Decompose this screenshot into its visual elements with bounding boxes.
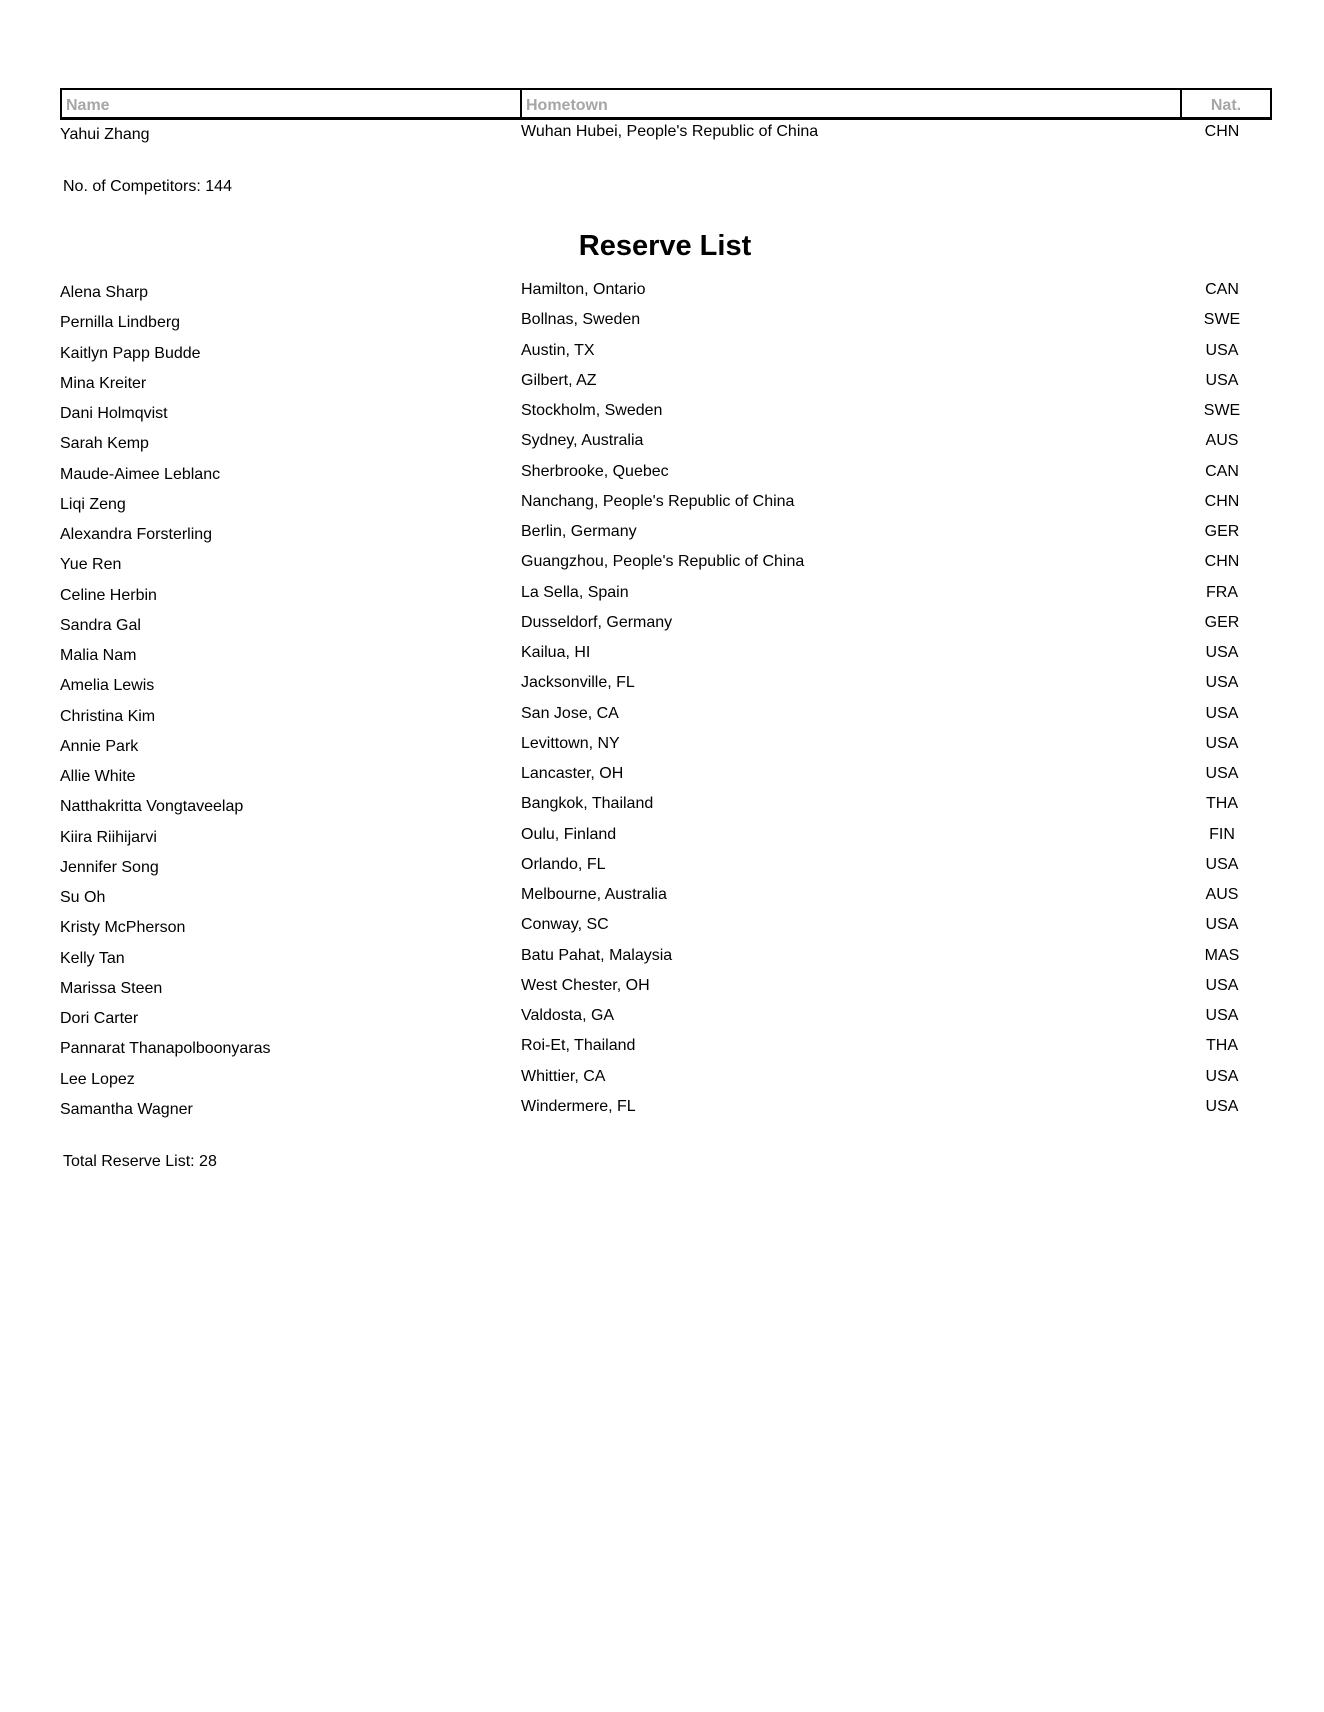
player-nationality: USA [1205, 916, 1239, 934]
player-nationality: CAN [1205, 462, 1239, 480]
player-name: Yahui Zhang [60, 126, 150, 143]
table-row [0, 123, 1324, 145]
table-row [0, 644, 1324, 666]
player-nationality: USA [1205, 704, 1239, 722]
player-name: Christina Kim [60, 707, 156, 725]
player-hometown: Batu Pahat, Malaysia [521, 946, 673, 964]
player-hometown: Orlando, FL [521, 855, 606, 873]
player-name: Dori Carter [60, 1010, 139, 1027]
player-nationality: GER [1204, 523, 1240, 540]
player-nationality: CHN [1204, 492, 1240, 510]
player-name: Alexandra Forsterling [60, 526, 213, 543]
player-hometown: Stockholm, Sweden [521, 402, 663, 419]
player-hometown: La Sella, Spain [521, 583, 629, 601]
table-row [0, 735, 1324, 757]
player-nationality: USA [1205, 644, 1239, 661]
table-row [0, 553, 1324, 575]
player-name: Dani Holmqvist [60, 405, 168, 422]
table-row [0, 614, 1324, 636]
player-nationality: USA [1205, 765, 1239, 782]
player-hometown: Roi-Et, Thailand [521, 1037, 636, 1055]
player-hometown: Whittier, CA [521, 1067, 606, 1085]
player-name: Alena Sharp [60, 284, 149, 301]
table-row [0, 705, 1324, 727]
table-row [0, 674, 1324, 696]
player-nationality: FIN [1209, 825, 1235, 843]
player-hometown: Levittown, NY [521, 734, 620, 752]
table-row [0, 584, 1324, 606]
player-hometown: Kailua, HI [521, 644, 591, 661]
player-hometown: Austin, TX [521, 341, 595, 359]
player-name: Kristy McPherson [60, 919, 186, 937]
player-hometown: Guangzhou, People's Republic of China [521, 553, 805, 571]
player-name: Sarah Kemp [60, 435, 149, 453]
table-row [0, 342, 1324, 364]
player-name: Jennifer Song [60, 858, 159, 876]
player-nationality: USA [1205, 855, 1239, 873]
table-row [0, 523, 1324, 545]
player-hometown: Bollnas, Sweden [521, 311, 641, 329]
player-name: Marissa Steen [60, 979, 163, 997]
player-nationality: THA [1206, 1037, 1238, 1055]
table-row [0, 1098, 1324, 1120]
player-hometown: Hamilton, Ontario [521, 281, 646, 298]
player-nationality: CHN [1204, 553, 1240, 571]
player-nationality: CAN [1205, 281, 1239, 298]
player-nationality: USA [1205, 976, 1239, 994]
player-hometown: Dusseldorf, Germany [521, 613, 673, 631]
player-hometown: Oulu, Finland [521, 825, 617, 843]
player-name: Kaitlyn Papp Budde [60, 344, 201, 362]
player-name: Lee Lopez [60, 1070, 135, 1088]
player-hometown: West Chester, OH [521, 976, 650, 994]
player-name: Yue Ren [60, 556, 122, 574]
table-row [0, 432, 1324, 454]
player-nationality: SWE [1203, 402, 1241, 419]
player-hometown: Sydney, Australia [521, 432, 644, 450]
player-name: Natthakritta Vongtaveelap [60, 798, 244, 816]
player-hometown: Conway, SC [521, 916, 609, 934]
player-nationality: MAS [1204, 946, 1240, 964]
table-row [0, 372, 1324, 394]
player-name: Su Oh [60, 889, 106, 906]
player-nationality: USA [1205, 1097, 1239, 1115]
table-row [0, 795, 1324, 817]
player-hometown: Melbourne, Australia [521, 886, 667, 903]
table-row [0, 916, 1324, 938]
player-name: Pannarat Thanapolboonyaras [60, 1040, 271, 1058]
table-row [0, 1068, 1324, 1090]
player-nationality: FRA [1206, 583, 1238, 601]
table-header [60, 88, 1272, 120]
player-nationality: USA [1205, 1007, 1239, 1024]
player-name: Mina Kreiter [60, 374, 147, 392]
player-hometown: Berlin, Germany [521, 523, 637, 540]
player-name: Maude-Aimee Leblanc [60, 465, 221, 483]
player-name: Allie White [60, 768, 136, 785]
table-row [0, 1037, 1324, 1059]
player-name: Samantha Wagner [60, 1100, 193, 1118]
player-hometown: Lancaster, OH [521, 765, 624, 782]
player-name: Annie Park [60, 737, 139, 755]
player-hometown: Nanchang, People's Republic of China [521, 492, 795, 510]
table-row [0, 765, 1324, 787]
player-hometown: Jacksonville, FL [521, 674, 635, 692]
table-row [0, 463, 1324, 485]
player-nationality: USA [1205, 1067, 1239, 1085]
player-nationality: USA [1205, 734, 1239, 752]
table-row [0, 311, 1324, 333]
player-name: Celine Herbin [60, 586, 157, 604]
player-nationality: GER [1204, 613, 1240, 631]
player-hometown: San Jose, CA [521, 704, 619, 722]
table-row [0, 1007, 1324, 1029]
table-row [0, 947, 1324, 969]
player-hometown: Wuhan Hubei, People's Republic of China [521, 123, 819, 140]
table-row [0, 402, 1324, 424]
table-row [0, 826, 1324, 848]
player-name: Malia Nam [60, 647, 137, 664]
table-row [0, 886, 1324, 908]
player-nationality: THA [1206, 795, 1238, 813]
reserve-list-title: Reserve List [578, 230, 752, 262]
player-nationality: USA [1205, 341, 1239, 359]
player-hometown: Bangkok, Thailand [521, 795, 654, 813]
table-row [0, 493, 1324, 515]
player-hometown: Windermere, FL [521, 1097, 636, 1115]
player-nationality: CHN [1204, 123, 1240, 140]
player-hometown: Gilbert, AZ [521, 371, 597, 389]
table-row [0, 977, 1324, 999]
competitor-count: No. of Competitors: 144 [63, 178, 232, 195]
player-name: Pernilla Lindberg [60, 314, 181, 332]
reserve-total: Total Reserve List: 28 [63, 1153, 217, 1170]
player-name: Kelly Tan [60, 949, 125, 967]
hometown-column-header: Hometown [521, 89, 1181, 119]
table-row [0, 281, 1324, 303]
player-nationality: AUS [1205, 432, 1239, 450]
player-nationality: AUS [1205, 886, 1239, 903]
player-name: Sandra Gal [60, 616, 141, 634]
player-nationality: USA [1205, 674, 1239, 692]
player-nationality: USA [1205, 371, 1239, 389]
player-nationality: SWE [1203, 311, 1241, 329]
table-row [0, 856, 1324, 878]
player-name: Amelia Lewis [60, 677, 155, 695]
name-column-header: Name [61, 89, 521, 119]
nat-column-header: Nat. [1181, 89, 1271, 119]
player-name: Kiira Riihijarvi [60, 828, 157, 846]
player-name: Liqi Zeng [60, 495, 126, 513]
player-hometown: Valdosta, GA [521, 1007, 615, 1024]
player-hometown: Sherbrooke, Quebec [521, 462, 669, 480]
